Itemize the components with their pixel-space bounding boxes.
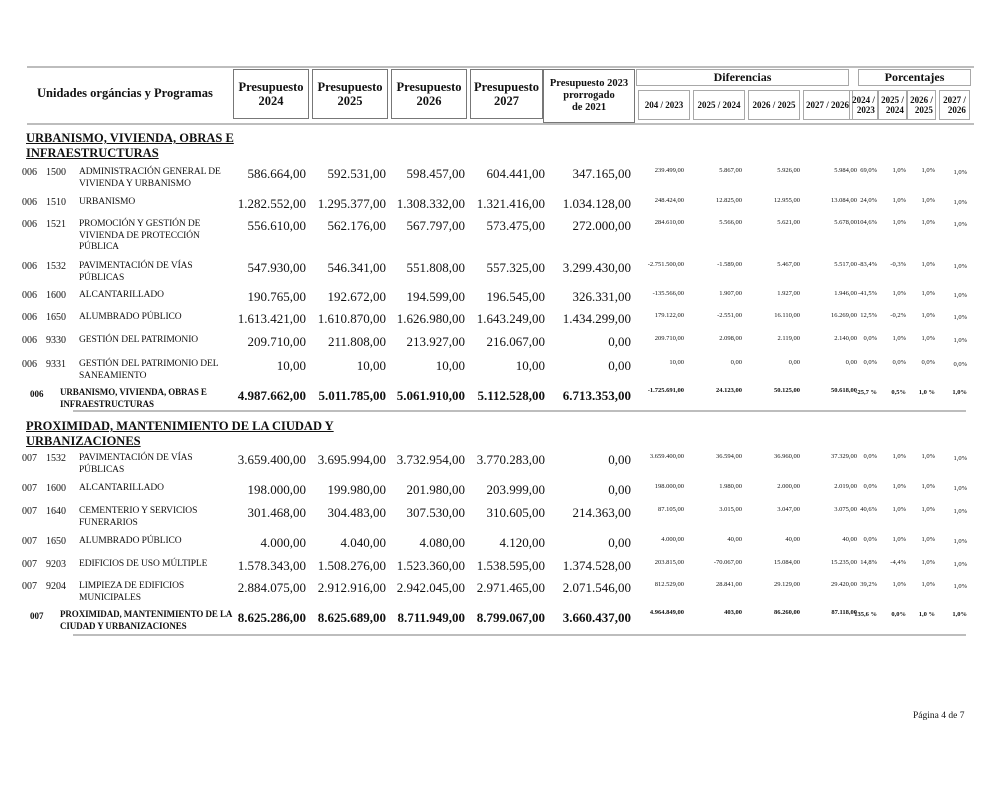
- program-code: 1532: [46, 261, 66, 272]
- percentage-value: 14,8%: [860, 559, 877, 566]
- program-code: 1600: [46, 290, 66, 301]
- porcentajes-col-1: 2024 / 2023: [849, 90, 878, 120]
- difference-value: 248.424,00: [654, 197, 684, 204]
- total-difference-value: 50.125,00: [774, 387, 800, 394]
- budget-2027-header: Presupuesto 2027: [470, 69, 543, 119]
- budget-value: 1.434.299,00: [562, 311, 631, 326]
- total-difference-value: -1.725.691,00: [647, 387, 684, 394]
- porcentajes-header: Porcentajes: [858, 69, 971, 86]
- difference-value: 198.000,00: [654, 483, 684, 490]
- percentage-value: 1,0%: [892, 506, 906, 513]
- percentage-value: 0,0%: [863, 483, 877, 490]
- section-title: PROXIMIDAD, MANTENIMIENTO DE LA CIUDAD Y URBANIZACIONES: [26, 419, 334, 448]
- program-description: URBANISMO: [79, 197, 136, 207]
- budget-value: 557.325,00: [486, 260, 545, 275]
- percentage-value: 1,0%: [892, 219, 906, 226]
- budget-value: 1.295.377,00: [317, 196, 386, 211]
- total-budget-value: 8.711.949,00: [397, 610, 465, 625]
- difference-value: 3.047,00: [777, 506, 800, 513]
- percentage-value: 1,0%: [921, 536, 935, 543]
- budget-value: 4.000,00: [260, 535, 306, 550]
- difference-value: 179.122,00: [654, 312, 684, 319]
- budget-value: 3.299.430,00: [562, 260, 631, 275]
- difference-value: 16.269,00: [831, 312, 857, 319]
- total-difference-value: 24.123,00: [716, 387, 742, 394]
- percentage-value: 1,0%: [921, 290, 935, 297]
- program-code: 1521: [46, 219, 66, 230]
- program-description: GESTIÓN DEL PATRIMONIO: [79, 335, 199, 345]
- budget-value: 4.080,00: [419, 535, 465, 550]
- org-code: 006: [22, 167, 37, 178]
- difference-value: 28.841,00: [716, 581, 742, 588]
- program-description: ALUMBRADO PÚBLICO: [79, 536, 182, 546]
- difference-value: 3.015,00: [719, 506, 742, 513]
- total-percentage-value: 1,0 %: [918, 389, 935, 396]
- percentage-value: 104,6%: [856, 219, 877, 226]
- percentage-value: 0,0%: [921, 359, 935, 366]
- difference-value: 12.955,00: [774, 197, 800, 204]
- difference-value: -135.566,00: [652, 290, 684, 297]
- budget-value: 201.980,00: [406, 482, 465, 497]
- budget-value: 562.176,00: [327, 218, 386, 233]
- difference-value: 15.084,00: [774, 559, 800, 566]
- difference-value: 10,00: [669, 359, 684, 366]
- program-description: ALCANTARILLADO: [79, 483, 164, 493]
- percentage-value: 1,0%: [953, 221, 967, 228]
- difference-value: 5.984,00: [834, 167, 857, 174]
- budget-value: 1.282.552,00: [237, 196, 306, 211]
- percentage-value: 69,0%: [860, 167, 877, 174]
- program-description: LIMPIEZA DE EDIFICIOS MUNICIPALES: [79, 581, 185, 603]
- program-code: 1650: [46, 312, 66, 323]
- percentage-value: 1,0%: [921, 483, 935, 490]
- percentage-value: 1,0%: [921, 197, 935, 204]
- difference-value: 29.420,00: [831, 581, 857, 588]
- total-budget-value: 4.987.662,00: [237, 388, 306, 403]
- percentage-value: 1,0%: [953, 169, 967, 176]
- difference-value: 203.815,00: [654, 559, 684, 566]
- budget-value: 2.884.075,00: [237, 580, 306, 595]
- porcentajes-col-2: 2025 / 2024: [878, 90, 907, 120]
- percentage-value: 1,0%: [892, 483, 906, 490]
- program-description: GESTIÓN DEL PATRIMONIO DEL SANEAMIENTO: [79, 359, 219, 381]
- percentage-value: 1,0%: [953, 199, 967, 206]
- budget-value: 198.000,00: [247, 482, 306, 497]
- budget-value: 546.341,00: [327, 260, 386, 275]
- difference-value: 4.000,00: [661, 536, 684, 543]
- total-budget-value: 5.061.910,00: [396, 388, 465, 403]
- diferencias-col-3: 2026 / 2025: [748, 90, 800, 120]
- percentage-value: 1,0%: [953, 314, 967, 321]
- section-title: URBANISMO, VIVIENDA, OBRAS E INFRAESTRUCTURAS: [26, 131, 234, 160]
- budget-value: 1.538.595,00: [476, 558, 545, 573]
- difference-value: 16.110,00: [774, 312, 800, 319]
- section-total-rule: [73, 410, 966, 412]
- program-code: 1650: [46, 536, 66, 547]
- budget-value: 1.613.421,00: [237, 311, 306, 326]
- difference-value: 37.329,00: [831, 453, 857, 460]
- program-code: 9204: [46, 581, 66, 592]
- budget-value: 2.942.045,00: [396, 580, 465, 595]
- org-code: 006: [22, 219, 37, 230]
- percentage-value: 1,0%: [921, 167, 935, 174]
- budget-value: 0,00: [608, 358, 631, 373]
- budget-2026-header: Presupuesto 2026: [391, 69, 467, 119]
- difference-value: 13.084,00: [831, 197, 857, 204]
- diferencias-col-1: 204 / 2023: [638, 90, 690, 120]
- budget-value: 209.710,00: [247, 334, 306, 349]
- budget-value: 1.523.360,00: [396, 558, 465, 573]
- difference-value: 209.710,00: [654, 335, 684, 342]
- org-code: 007: [22, 536, 37, 547]
- difference-value: 40,00: [785, 536, 800, 543]
- budget-value: 3.695.994,00: [317, 452, 386, 467]
- difference-value: 40,00: [727, 536, 742, 543]
- org-code: 006: [22, 197, 37, 208]
- program-description: PAVIMENTACIÓN DE VÍAS PÚBLICAS: [79, 453, 193, 475]
- total-percentage-value: 0,0%: [891, 611, 906, 618]
- total-budget-value: 5.011.785,00: [318, 388, 386, 403]
- extended-budget-header: Presupuesto 2023 prorrogado de 2021: [543, 69, 635, 123]
- budget-value: 592.531,00: [327, 166, 386, 181]
- percentage-value: 1,0%: [921, 335, 935, 342]
- percentage-value: -83,4%: [858, 261, 877, 268]
- program-code: 9330: [46, 335, 66, 346]
- budget-value: 216.067,00: [486, 334, 545, 349]
- difference-value: 0,00: [845, 359, 857, 366]
- difference-value: 812.529,00: [654, 581, 684, 588]
- total-budget-value: 8.625.286,00: [237, 610, 306, 625]
- porcentajes-col-4: 2027 / 2026: [939, 90, 970, 120]
- budget-value: 0,00: [608, 535, 631, 550]
- budget-value: 1.610.870,00: [317, 311, 386, 326]
- budget-2024-header: Presupuesto 2024: [233, 69, 309, 119]
- difference-value: 36.960,00: [774, 453, 800, 460]
- header-top-rule: [27, 66, 974, 68]
- budget-value: 3.732.954,00: [396, 452, 465, 467]
- percentage-value: -41,5%: [858, 290, 877, 297]
- difference-value: 3.075,00: [834, 506, 857, 513]
- program-description: PAVIMENTACIÓN DE VÍAS PÚBLICAS: [79, 261, 193, 283]
- budget-value: 573.475,00: [486, 218, 545, 233]
- budget-value: 604.441,00: [486, 166, 545, 181]
- difference-value: -1.589,00: [717, 261, 742, 268]
- budget-value: 556.610,00: [247, 218, 306, 233]
- org-code: 006: [22, 312, 37, 323]
- program-description: ALUMBRADO PÚBLICO: [79, 312, 182, 322]
- percentage-value: 40,6%: [860, 506, 877, 513]
- percentage-value: 12,5%: [860, 312, 877, 319]
- budget-value: 10,00: [276, 358, 306, 373]
- budget-value: 307.530,00: [406, 505, 465, 520]
- total-percentage-value: 135,6 %: [854, 611, 877, 618]
- budget-value: 0,00: [608, 482, 631, 497]
- budget-value: 199.980,00: [327, 482, 386, 497]
- budget-value: 326.331,00: [572, 289, 631, 304]
- budget-value: 3.770.283,00: [476, 452, 545, 467]
- budget-value: 192.672,00: [327, 289, 386, 304]
- percentage-value: 0,0%: [953, 361, 967, 368]
- budget-value: 598.457,00: [406, 166, 465, 181]
- percentage-value: 1,0%: [953, 292, 967, 299]
- program-code: 9331: [46, 359, 66, 370]
- program-code: 1600: [46, 483, 66, 494]
- difference-value: 1.980,00: [719, 483, 742, 490]
- percentage-value: 1,0%: [921, 559, 935, 566]
- total-percentage-value: 1,0 %: [918, 611, 935, 618]
- percentage-value: 1,0%: [953, 455, 967, 462]
- difference-value: 2.140,00: [834, 335, 857, 342]
- budget-value: 203.999,00: [486, 482, 545, 497]
- diferencias-col-2: 2025 / 2024: [693, 90, 745, 120]
- program-code: 1500: [46, 167, 66, 178]
- total-difference-value: 50.618,00: [831, 387, 857, 394]
- difference-value: 1.907,00: [719, 290, 742, 297]
- program-code: 1640: [46, 506, 66, 517]
- budget-value: 214.363,00: [572, 505, 631, 520]
- percentage-value: 1,0%: [892, 453, 906, 460]
- org-code: 007: [22, 581, 37, 592]
- budget-value: 347.165,00: [572, 166, 631, 181]
- budget-value: 194.599,00: [406, 289, 465, 304]
- org-code: 007: [22, 483, 37, 494]
- total-percentage-value: 0,5%: [891, 389, 906, 396]
- total-difference-value: 403,00: [724, 609, 742, 616]
- total-percentage-value: 1,0%: [952, 389, 967, 396]
- difference-value: 1.927,00: [777, 290, 800, 297]
- org-code: 006: [22, 290, 37, 301]
- difference-value: 3.659.400,00: [649, 453, 684, 460]
- budget-value: 1.578.343,00: [237, 558, 306, 573]
- difference-value: 5.926,00: [777, 167, 800, 174]
- org-code: 006: [22, 359, 37, 370]
- difference-value: 5.621,00: [777, 219, 800, 226]
- total-percentage-value: -25,7 %: [855, 389, 877, 396]
- budget-value: 4.120,00: [499, 535, 545, 550]
- budget-value: 1.374.528,00: [562, 558, 631, 573]
- program-code: 9203: [46, 559, 66, 570]
- budget-value: 304.483,00: [327, 505, 386, 520]
- budget-value: 310.605,00: [486, 505, 545, 520]
- percentage-value: 1,0%: [892, 335, 906, 342]
- difference-value: 87.105,00: [658, 506, 684, 513]
- budget-value: 301.468,00: [247, 505, 306, 520]
- total-budget-value: 8.799.067,00: [476, 610, 545, 625]
- difference-value: 5.467,00: [777, 261, 800, 268]
- budget-value: 190.765,00: [247, 289, 306, 304]
- program-code: 1532: [46, 453, 66, 464]
- difference-value: -2.551,00: [717, 312, 742, 319]
- budget-value: 1.643.249,00: [476, 311, 545, 326]
- percentage-value: 1,0%: [953, 583, 967, 590]
- percentage-value: 1,0%: [953, 485, 967, 492]
- percentage-value: 1,0%: [921, 312, 935, 319]
- org-code: 006: [22, 335, 37, 346]
- budget-value: 10,00: [356, 358, 386, 373]
- difference-value: 2.000,00: [777, 483, 800, 490]
- percentage-value: 1,0%: [953, 561, 967, 568]
- budget-value: 2.912.916,00: [317, 580, 386, 595]
- org-code: 006: [22, 261, 37, 272]
- budget-value: 10,00: [435, 358, 465, 373]
- difference-value: 29.129,00: [774, 581, 800, 588]
- difference-value: -2.751.500,00: [647, 261, 684, 268]
- percentage-value: 1,0%: [892, 167, 906, 174]
- percentage-value: 1,0%: [953, 538, 967, 545]
- percentage-value: -0,3%: [890, 261, 906, 268]
- percentage-value: 24,0%: [860, 197, 877, 204]
- difference-value: -70.067,00: [713, 559, 742, 566]
- percentage-value: 1,0%: [892, 536, 906, 543]
- diferencias-header: Diferencias: [636, 69, 849, 86]
- budget-2025-header: Presupuesto 2025: [312, 69, 388, 119]
- percentage-value: 1,0%: [921, 453, 935, 460]
- header-bottom-rule: [27, 123, 974, 125]
- percentage-value: 0,0%: [892, 359, 906, 366]
- difference-value: 2.098,00: [719, 335, 742, 342]
- difference-value: 2.119,00: [777, 335, 800, 342]
- percentage-value: 1,0%: [921, 581, 935, 588]
- difference-value: 5.867,00: [719, 167, 742, 174]
- porcentajes-col-3: 2026 / 2025: [907, 90, 936, 120]
- difference-value: 1.946,00: [834, 290, 857, 297]
- budget-value: 567.797,00: [406, 218, 465, 233]
- diferencias-col-4: 2027 / 2026: [803, 90, 853, 120]
- budget-value: 10,00: [515, 358, 545, 373]
- budget-value: 1.034.128,00: [562, 196, 631, 211]
- difference-value: 0,00: [788, 359, 800, 366]
- difference-value: 36.594,00: [716, 453, 742, 460]
- org-code: 007: [30, 611, 44, 621]
- percentage-value: 1,0%: [892, 197, 906, 204]
- budget-value: 0,00: [608, 452, 631, 467]
- unit-column-header: Unidades orgáncias y Programas: [37, 86, 213, 100]
- program-code: 1510: [46, 197, 66, 208]
- org-code: 007: [22, 453, 37, 464]
- percentage-value: 39,2%: [860, 581, 877, 588]
- budget-value: 196.545,00: [486, 289, 545, 304]
- program-description: CEMENTERIO Y SERVICIOS FUNERARIOS: [79, 506, 198, 528]
- budget-value: 213.927,00: [406, 334, 465, 349]
- budget-value: 272.000,00: [572, 218, 631, 233]
- total-difference-value: 86.260,00: [774, 609, 800, 616]
- budget-value: 4.040,00: [340, 535, 386, 550]
- difference-value: 0,00: [730, 359, 742, 366]
- difference-value: 239.499,00: [654, 167, 684, 174]
- percentage-value: 0,0%: [863, 359, 877, 366]
- total-difference-value: 87.118,00: [831, 609, 857, 616]
- percentage-value: 1,0%: [953, 263, 967, 270]
- section-total-rule: [73, 634, 966, 636]
- percentage-value: 1,0%: [921, 506, 935, 513]
- percentage-value: 1,0%: [892, 290, 906, 297]
- org-code: 007: [22, 559, 37, 570]
- budget-value: 1.321.416,00: [476, 196, 545, 211]
- program-description: PROMOCIÓN Y GESTIÓN DE VIVIENDA DE PROTECCIÓN PÚBLICA: [79, 219, 201, 252]
- program-description: ADMINISTRACIÓN GENERAL DE VIVIENDA Y URBANISMO: [79, 167, 221, 189]
- percentage-value: 1,0%: [921, 261, 935, 268]
- difference-value: 15.235,00: [831, 559, 857, 566]
- total-description: URBANISMO, VIVIENDA, OBRAS E INFRAESTRUCTURAS: [60, 387, 207, 409]
- budget-value: 551.808,00: [406, 260, 465, 275]
- total-budget-value: 6.713.353,00: [562, 388, 631, 403]
- org-code: 006: [30, 389, 44, 399]
- difference-value: 284.610,00: [654, 219, 684, 226]
- percentage-value: 1,0%: [953, 508, 967, 515]
- percentage-value: 0,0%: [863, 453, 877, 460]
- percentage-value: 1,0%: [892, 581, 906, 588]
- total-description: PROXIMIDAD, MANTENIMIENTO DE LA CIUDAD Y URBANIZACIONES: [60, 609, 232, 631]
- percentage-value: 1,0%: [921, 219, 935, 226]
- total-budget-value: 8.625.689,00: [317, 610, 386, 625]
- budget-value: 0,00: [608, 334, 631, 349]
- program-description: ALCANTARILLADO: [79, 290, 164, 300]
- difference-value: 5.517,00: [834, 261, 857, 268]
- budget-value: 1.308.332,00: [396, 196, 465, 211]
- percentage-value: 0,0%: [863, 335, 877, 342]
- budget-value: 2.971.465,00: [476, 580, 545, 595]
- total-budget-value: 3.660.437,00: [562, 610, 631, 625]
- budget-value: 2.071.546,00: [562, 580, 631, 595]
- total-budget-value: 5.112.528,00: [477, 388, 545, 403]
- page-number: Página 4 de 7: [913, 711, 965, 721]
- difference-value: 2.019,00: [834, 483, 857, 490]
- budget-value: 1.626.980,00: [396, 311, 465, 326]
- budget-value: 1.508.276,00: [317, 558, 386, 573]
- difference-value: 12.825,00: [716, 197, 742, 204]
- total-difference-value: 4.964.849,00: [649, 609, 684, 616]
- difference-value: 5.566,00: [719, 219, 742, 226]
- total-percentage-value: 1,0%: [952, 611, 967, 618]
- difference-value: 40,00: [842, 536, 857, 543]
- budget-value: 586.664,00: [247, 166, 306, 181]
- budget-value: 547.930,00: [247, 260, 306, 275]
- percentage-value: -0,2%: [890, 312, 906, 319]
- percentage-value: -4,4%: [890, 559, 906, 566]
- program-description: EDIFICIOS DE USO MÚLTIPLE: [79, 559, 208, 569]
- difference-value: 5.678,00: [834, 219, 857, 226]
- org-code: 007: [22, 506, 37, 517]
- percentage-value: 1,0%: [953, 337, 967, 344]
- budget-value: 211.808,00: [327, 334, 386, 349]
- percentage-value: 0,0%: [863, 536, 877, 543]
- budget-value: 3.659.400,00: [237, 452, 306, 467]
